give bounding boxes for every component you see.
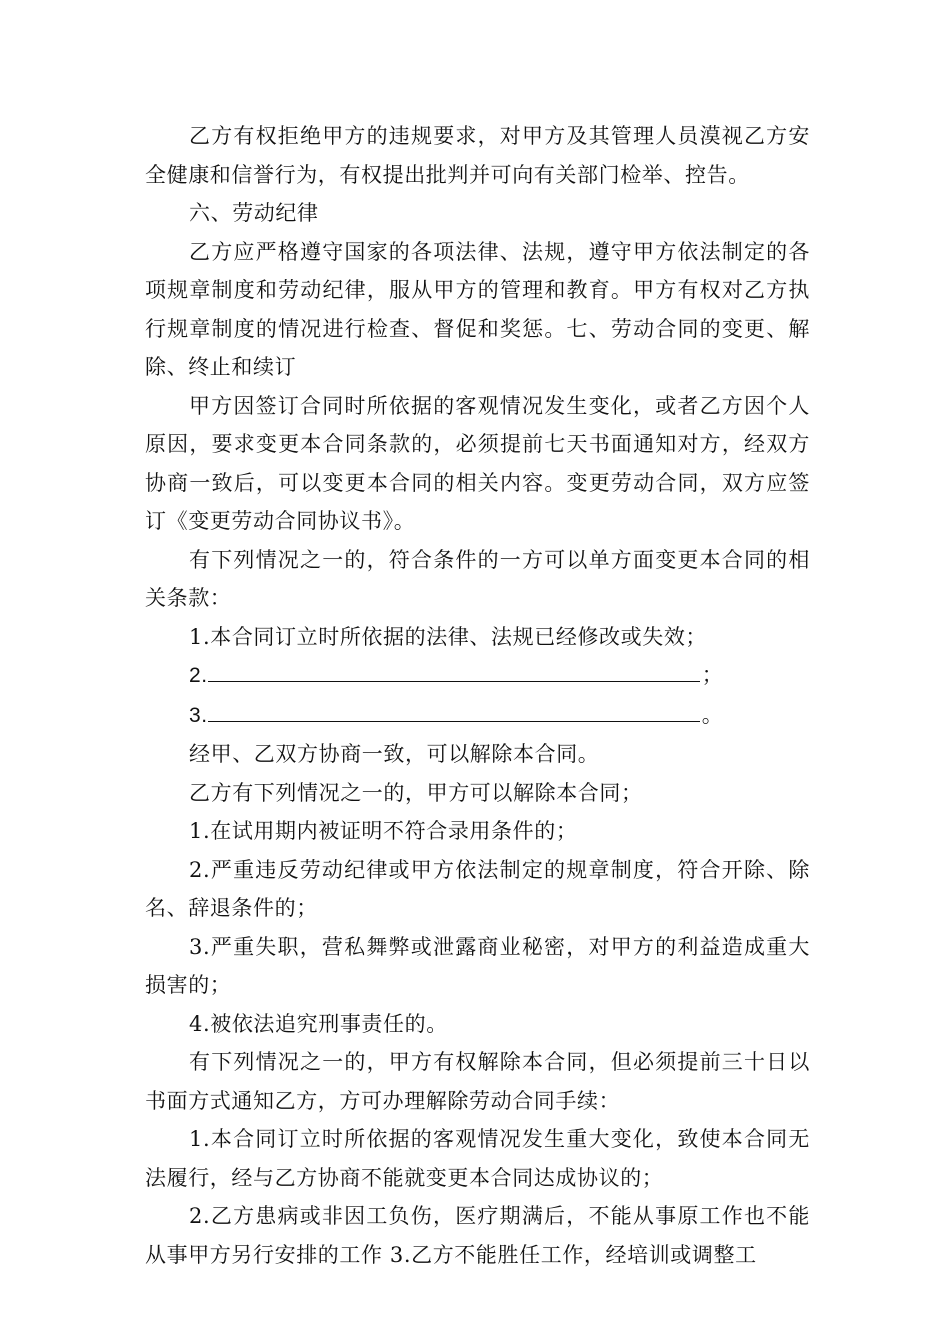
paragraph-mutual-termination: 经甲、乙双方协商一致，可以解除本合同。 [189, 742, 600, 766]
list-item-termination-1: 1.在试用期内被证明不符合录用条件的； [189, 819, 578, 843]
list-item-change-1: 1.本合同订立时所依据的法律、法规已经修改或失效； [189, 624, 708, 649]
blank-fill-line [208, 703, 700, 722]
list-item-termination-4: 4.被依法追究刑事责任的。 [189, 1011, 448, 1036]
paragraph-right-to-refuse: 乙方有权拒绝甲方的违规要求，对甲方及其管理人员漠视乙方安全健康和信誉行为，有权提出批判并可向有关部门检举、控告。 [145, 124, 810, 187]
list-number: 3. [189, 703, 208, 727]
section-heading-labor-discipline: 六、劳动纪律 [189, 201, 319, 225]
paragraph-unilateral-change: 有下列情况之一的，符合条件的一方可以单方面变更本合同的相关条款： [145, 547, 810, 610]
list-number: 2. [189, 664, 208, 687]
list-item-change-3 [145, 696, 810, 736]
paragraph-labor-discipline: 乙方应严格遵守国家的各项法律、法规，遵守甲方依法制定的各项规章制度和劳动纪律，服从甲方的管理和教育。甲方有权对乙方执行规章制度的情况进行检查、督促和奖惩。七、劳动合同的变更、解除、终止和续订 [145, 239, 810, 379]
document-body [145, 117, 810, 1274]
list-end-punct: 。 [701, 702, 724, 727]
paragraph-employer-termination: 乙方有下列情况之一的，甲方可以解除本合同； [189, 780, 643, 805]
list-item-notice-2: 2.乙方患病或非因工负伤，医疗期满后，不能从事原工作也不能从事甲方另行安排的工作 3.乙方不能胜任工作，经培训或调整工 [145, 1204, 810, 1267]
list-item-termination-3: 3.严重失职，营私舞弊或泄露商业秘密，对甲方的利益造成重大损害的； [145, 934, 810, 997]
list-item-notice-1: 1.本合同订立时所依据的客观情况发生重大变化，致使本合同无法履行，经与乙方协商不能就变更本合同达成协议的； [145, 1127, 810, 1190]
blank-fill-line [208, 663, 700, 682]
paragraph-contract-change: 甲方因签订合同时所依据的客观情况发生变化，或者乙方因个人原因，要求变更本合同条款的，必须提前七天书面通知对方，经双方协商一致后，可以变更本合同的相关内容。变更劳动合同，双方应签订《变更劳动合同协议书》。 [145, 393, 810, 533]
list-item-change-2 [145, 656, 810, 696]
list-end-punct: ； [701, 663, 724, 687]
paragraph-notice-termination: 有下列情况之一的，甲方有权解除本合同，但必须提前三十日以书面方式通知乙方，方可办理解除劳动合同手续： [145, 1050, 810, 1113]
list-item-termination-2: 2.严重违反劳动纪律或甲方依法制定的规章制度，符合开除、除名、辞退条件的； [145, 857, 810, 920]
